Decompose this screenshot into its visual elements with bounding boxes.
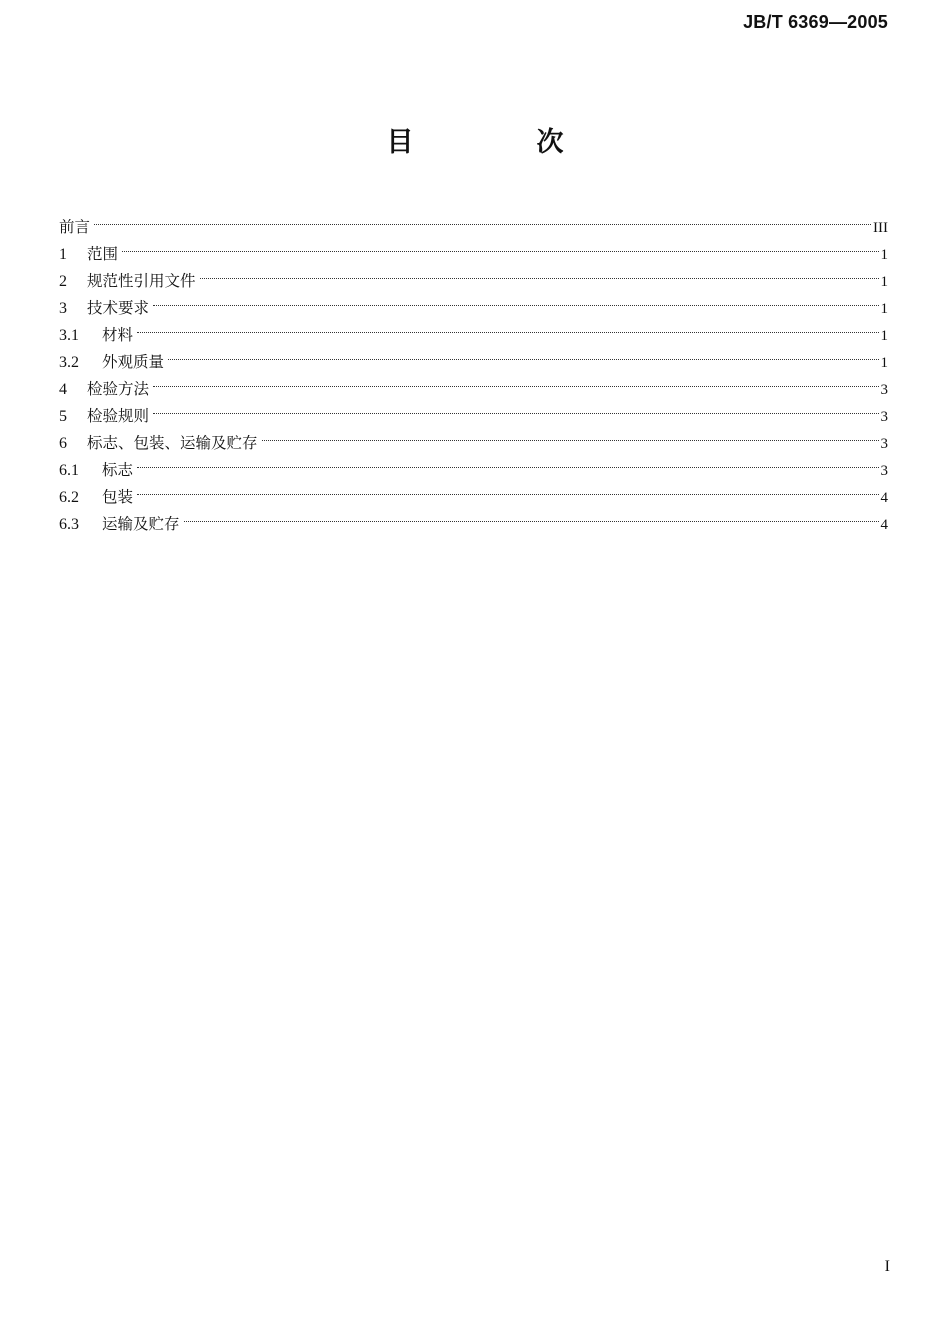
toc-entry-number: 4	[59, 381, 67, 398]
toc-entry[interactable]	[59, 367, 888, 398]
toc-entry-number: 3	[59, 300, 67, 317]
toc-leader-dots	[94, 205, 871, 232]
toc-leader-dots	[153, 367, 878, 394]
toc-entry[interactable]	[59, 502, 888, 533]
toc-leader-dots	[153, 286, 878, 313]
toc-leader-dots	[168, 340, 878, 367]
toc-entry-number: 6.2	[59, 489, 79, 506]
toc-entry-title: 标志、包装、运输及贮存	[87, 434, 258, 452]
toc-entry-number: 2	[59, 273, 67, 290]
toc-entry-page: 3	[880, 382, 888, 398]
toc-entry-page: 4	[880, 517, 888, 533]
standard-code: JB/T 6369—2005	[743, 12, 888, 32]
toc-entry-title: 材料	[102, 326, 134, 344]
toc-entry-number: 6	[59, 435, 67, 452]
toc-entry-title: 运输及贮存	[102, 515, 180, 533]
toc-entry-number: 5	[59, 408, 67, 425]
toc-leader-dots	[262, 421, 879, 448]
toc-entry[interactable]	[59, 232, 888, 263]
toc-entry-page: 4	[880, 490, 888, 506]
toc-entry-title: 包装	[102, 488, 134, 506]
toc-entry-number: 3.1	[59, 327, 79, 344]
toc-entry-title: 前言	[59, 218, 91, 236]
toc-entry[interactable]	[59, 394, 888, 425]
toc-leader-dots	[122, 232, 878, 259]
toc-entry[interactable]	[59, 448, 888, 479]
toc-entry[interactable]	[59, 340, 888, 371]
toc-entry[interactable]	[59, 421, 888, 452]
toc-entry-page: 3	[880, 409, 888, 425]
toc-entry-page: 1	[880, 301, 888, 317]
toc-entry-title: 规范性引用文件	[87, 272, 196, 290]
toc-entry-page: III	[873, 220, 888, 236]
toc-entry[interactable]	[59, 205, 888, 236]
toc-entry-title: 外观质量	[102, 353, 165, 371]
toc-entry-number: 6.1	[59, 462, 79, 479]
page-number: I	[884, 1258, 890, 1275]
toc-entry-number: 1	[59, 246, 67, 263]
toc-leader-dots	[137, 313, 878, 340]
toc-leader-dots	[137, 475, 878, 502]
toc-entry[interactable]	[59, 286, 888, 317]
toc-entry-page: 1	[880, 274, 888, 290]
toc-entry-title: 技术要求	[87, 299, 150, 317]
toc-entry-title: 检验方法	[87, 380, 150, 398]
toc-leader-dots	[184, 502, 879, 529]
toc-entry-page: 1	[880, 355, 888, 371]
toc-entry-page: 3	[880, 463, 888, 479]
toc-entry-page: 1	[880, 328, 888, 344]
toc-entry-title: 检验规则	[87, 407, 150, 425]
toc-leader-dots	[200, 259, 879, 286]
toc-entry[interactable]	[59, 313, 888, 344]
table-of-contents	[59, 205, 888, 533]
toc-entry-number: 6.3	[59, 516, 79, 533]
toc-leader-dots	[153, 394, 878, 421]
toc-leader-dots	[137, 448, 878, 475]
toc-entry-number: 3.2	[59, 354, 79, 371]
toc-entry[interactable]	[59, 259, 888, 290]
toc-entry-title: 标志	[102, 461, 134, 479]
toc-entry[interactable]	[59, 475, 888, 506]
toc-title: 目 次	[386, 127, 612, 158]
toc-entry-title: 范围	[87, 245, 119, 263]
toc-entry-page: 3	[880, 436, 888, 452]
toc-entry-page: 1	[880, 247, 888, 263]
